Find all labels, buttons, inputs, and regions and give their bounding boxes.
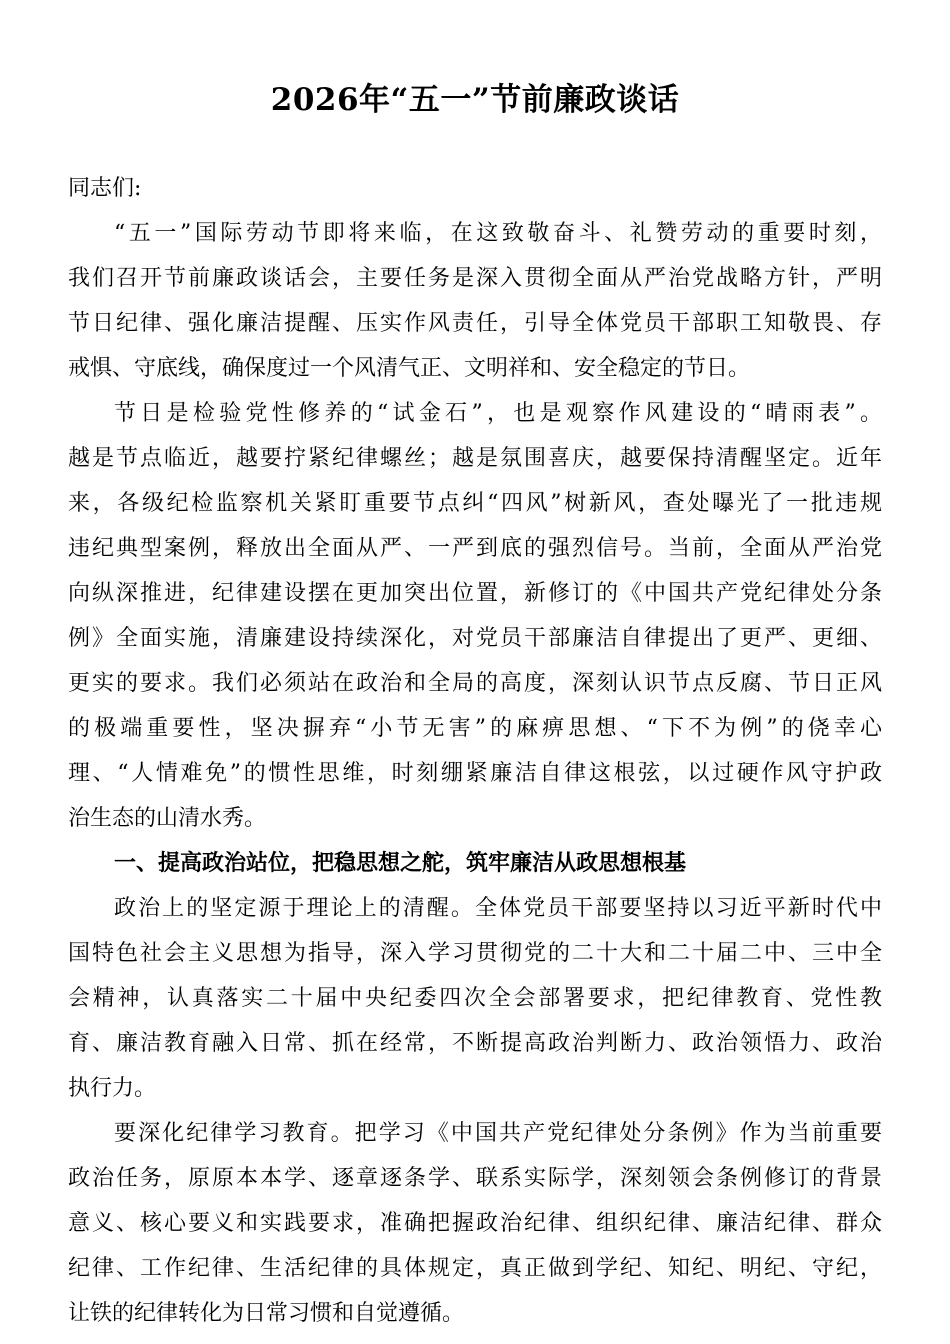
text-line: 的极端重要性，坚决摒弃“小节无害”的麻痹思想、“下不为例”的侥幸心 [68,716,882,741]
text-line: 向纵深推进，纪律建设摆在更加突出位置，新修订的《中国共产党纪律处分条 [68,581,882,606]
text-line: 意义、核心要义和实践要求，准确把握政治纪律、组织纪律、廉洁纪律、群众 [68,1211,882,1236]
paragraph [68,211,882,391]
text-line: 我们召开节前廉政谈话会，主要任务是深入贯彻全面从严治党战略方针，严明 [68,266,882,291]
text-line: 育、廉洁教育融入日常、抓在经常，不断提高政治判断力、政治领悟力、政治 [68,1031,882,1056]
text-line: 纪律、工作纪律、生活纪律的具体规定，真正做到学纪、知纪、明纪、守纪， [68,1256,882,1281]
document-title: 2026年“五一”节前廉政谈话 [270,82,680,118]
text-line: 来，各级纪检监察机关紧盯重要节点纠“四风”树新风，查处曝光了一批违规 [68,491,882,516]
salutation [68,166,882,211]
text-line: 治生态的山清水秀。 [68,806,267,831]
text-line: 更实的要求。我们必须站在政治和全局的高度，深刻认识节点反腐、节日正风 [68,671,882,696]
text-line: 戒惧、守底线，确保度过一个风清气正、文明祥和、安全稳定的节日。 [68,356,751,381]
text-line: 越是节点临近，越要拧紧纪律螺丝；越是氛围喜庆，越要保持清醒坚定。近年 [68,446,882,471]
text-line: 国特色社会主义思想为指导，深入学习贯彻党的二十大和二十届二中、三中全 [68,941,882,966]
text-line: 一、提高政治站位，把稳思想之舵，筑牢廉洁从政思想根基 [114,851,687,876]
text-line: 会精神，认真落实二十届中央纪委四次全会部署要求，把纪律教育、党性教 [68,986,882,1011]
text-line: 政治任务，原原本本学、逐章逐条学、联系实际学，深刻领会条例修订的背景 [68,1166,882,1191]
text-line: 同志们: [68,176,142,201]
paragraph [68,1111,882,1336]
text-line: 理、“人情难免”的惯性思维，时刻绷紧廉洁自律这根弦，以过硬作风守护政 [68,761,882,786]
text-line: 让铁的纪律转化为日常习惯和自觉遵循。 [68,1301,465,1326]
text-line: 节日是检验党性修养的“试金石”，也是观察作风建设的“晴雨表”。 [114,401,882,426]
text-line: 执行力。 [68,1076,157,1101]
text-line: 政治上的坚定源于理论上的清醒。全体党员干部要坚持以习近平新时代中 [114,896,882,921]
paragraph [68,391,882,841]
document-body [68,166,882,1336]
text-line: “五一”国际劳动节即将来临，在这致敬奋斗、礼赞劳动的重要时刻， [114,221,882,246]
section-heading [68,841,882,886]
text-line: 节日纪律、强化廉洁提醒、压实作风责任，引导全体党员干部职工知敬畏、存 [68,311,882,336]
text-line: 例》全面实施，清廉建设持续深化，对党员干部廉洁自律提出了更严、更细、 [68,626,882,651]
text-line: 要深化纪律学习教育。把学习《中国共产党纪律处分条例》作为当前重要 [114,1121,882,1146]
paragraph [68,886,882,1111]
text-line: 违纪典型案例，释放出全面从严、一严到底的强烈信号。当前，全面从严治党 [68,536,882,561]
